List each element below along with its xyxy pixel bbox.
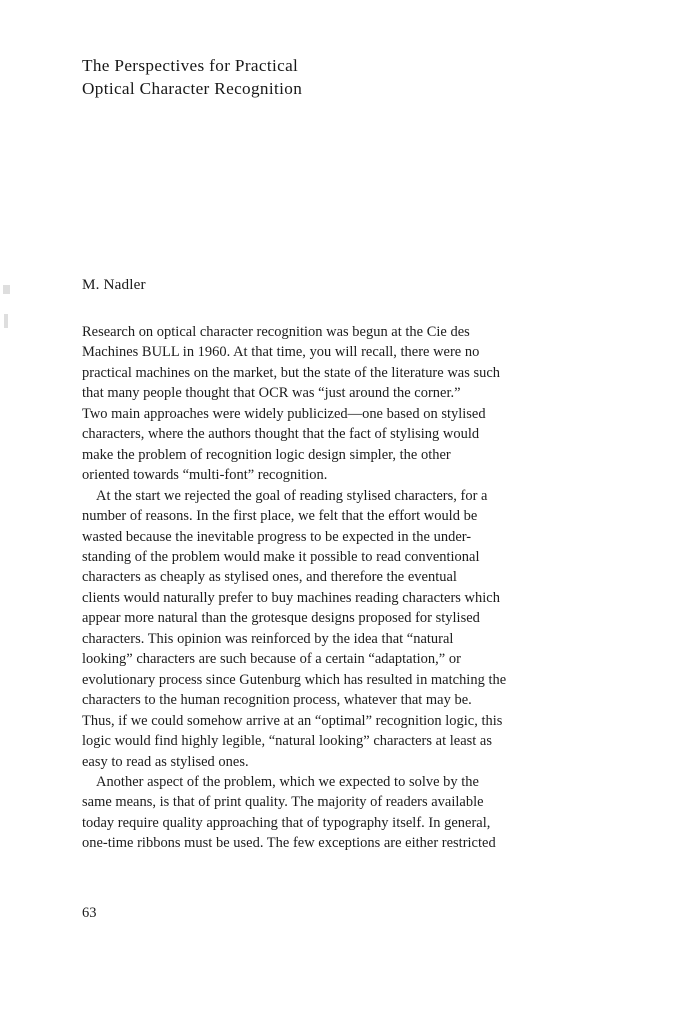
page-title [82, 55, 602, 100]
page-title-line: The Perspectives for Practical [82, 56, 299, 75]
body-line: evolutionary process since Gutenburg which has resulted in matching the [82, 671, 507, 688]
body-line: make the problem of recognition logic design simpler, the other [82, 446, 451, 463]
body-line: Machines BULL in 1960. At that time, you will recall, there were no [82, 344, 480, 361]
body-line: oriented towards “multi-font” recognition. [82, 467, 328, 484]
body-line: today require quality approaching that of typography itself. In general, [82, 814, 491, 831]
body-line: At the start we rejected the goal of reading stylised characters, for a [96, 487, 488, 504]
scan-artifact-speck [3, 285, 10, 294]
body-line: Two main approaches were widely publicized—one based on stylised [82, 405, 486, 422]
body-line: Thus, if we could somehow arrive at an “optimal” recognition logic, this [82, 712, 503, 729]
body-line: standing of the problem would make it possible to read conventional [82, 548, 480, 565]
body-line: easy to read as stylised ones. [82, 753, 249, 770]
body-text [82, 322, 598, 854]
body-line: logic would find highly legible, “natural looking” characters at least as [82, 733, 492, 750]
body-line: one-time ribbons must be used. The few exceptions are either restricted [82, 835, 496, 852]
body-line: same means, is that of print quality. The majority of readers available [82, 794, 484, 811]
body-line: characters as cheaply as stylised ones, and therefore the eventual [82, 569, 457, 586]
scan-artifact-speck [4, 314, 8, 328]
body-line: characters. This opinion was reinforced by the idea that “natural [82, 630, 454, 647]
body-line: that many people thought that OCR was “just around the corner.” [82, 385, 461, 402]
body-line: Another aspect of the problem, which we expected to solve by the [96, 773, 479, 790]
page-title-line: Optical Character Recognition [82, 78, 303, 98]
body-line: number of reasons. In the first place, we felt that the effort would be [82, 508, 478, 525]
body-line: Research on optical character recognition was begun at the Cie des [82, 324, 470, 340]
page-number: 63 [82, 905, 97, 921]
body-line: practical machines on the market, but the state of the literature was such [82, 364, 501, 381]
body-line: wasted because the inevitable progress to be expected in the under- [82, 528, 472, 545]
body-line: clients would naturally prefer to buy machines reading characters which [82, 589, 500, 606]
body-line: characters to the human recognition process, whatever that may be. [82, 692, 472, 709]
body-line: looking” characters are such because of a certain “adaptation,” or [82, 651, 461, 668]
body-line: appear more natural than the grotesque designs proposed for stylised [82, 610, 480, 627]
author-name: M. Nadler [82, 276, 146, 293]
body-line: characters, where the authors thought that the fact of stylising would [82, 426, 480, 443]
